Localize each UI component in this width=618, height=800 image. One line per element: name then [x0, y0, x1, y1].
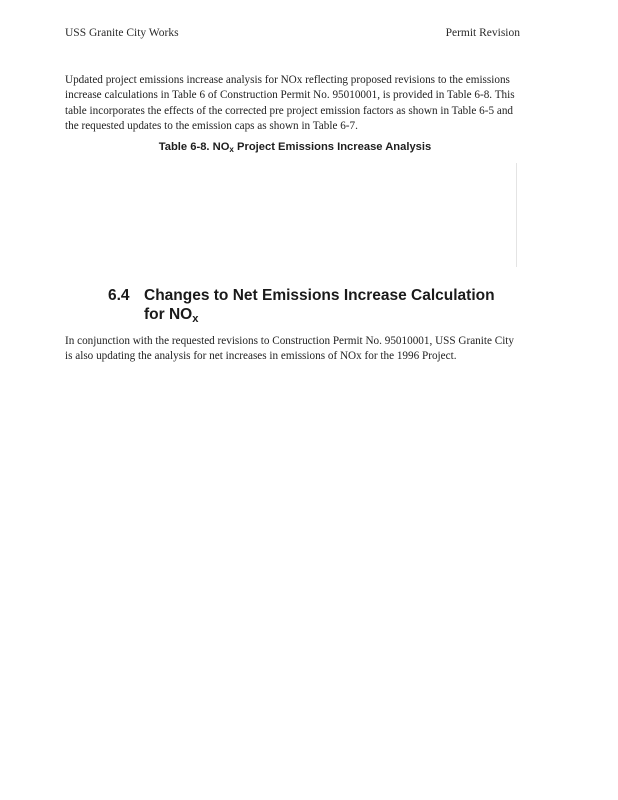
table-caption-prefix: Table 6-8. NO	[158, 141, 230, 153]
section-title-line2-subscript: x	[192, 312, 199, 325]
table-area-blank	[65, 160, 520, 268]
header-left-text: USS Granite City Works	[65, 27, 179, 39]
table-caption-suffix: Project Emissions Increase Analysis	[233, 141, 432, 153]
section-number: 6.4	[108, 287, 130, 304]
section-title-line1: Changes to Net Emissions Increase Calculation	[144, 287, 495, 304]
table-caption-subscript: x	[229, 145, 234, 155]
section-title-line2	[108, 305, 528, 329]
header-right-text: Permit Revision	[445, 27, 520, 39]
table-caption	[60, 141, 530, 154]
section-paragraph: In conjunction with the requested revisions to Construction Permit No. 95010001, USS Granite City is also updating the analysis for net increases in emissions of NOx for the 1996 Project.	[65, 335, 515, 363]
section-title-line2-prefix: for NO	[144, 306, 193, 323]
table-edge-line	[516, 163, 517, 267]
intro-paragraph: Updated project emissions increase analysis for NOx reflecting proposed revisions to the emissions increase calculations in Table 6 of Construction Permit No. 95010001, is provided in Table 6-8. This table incorporates the effects of the corrected pre project emission factors as shown in Table 6-5 and the requested updates to the emission caps as shown in Table 6-7.	[65, 74, 515, 132]
section-heading	[108, 286, 528, 329]
